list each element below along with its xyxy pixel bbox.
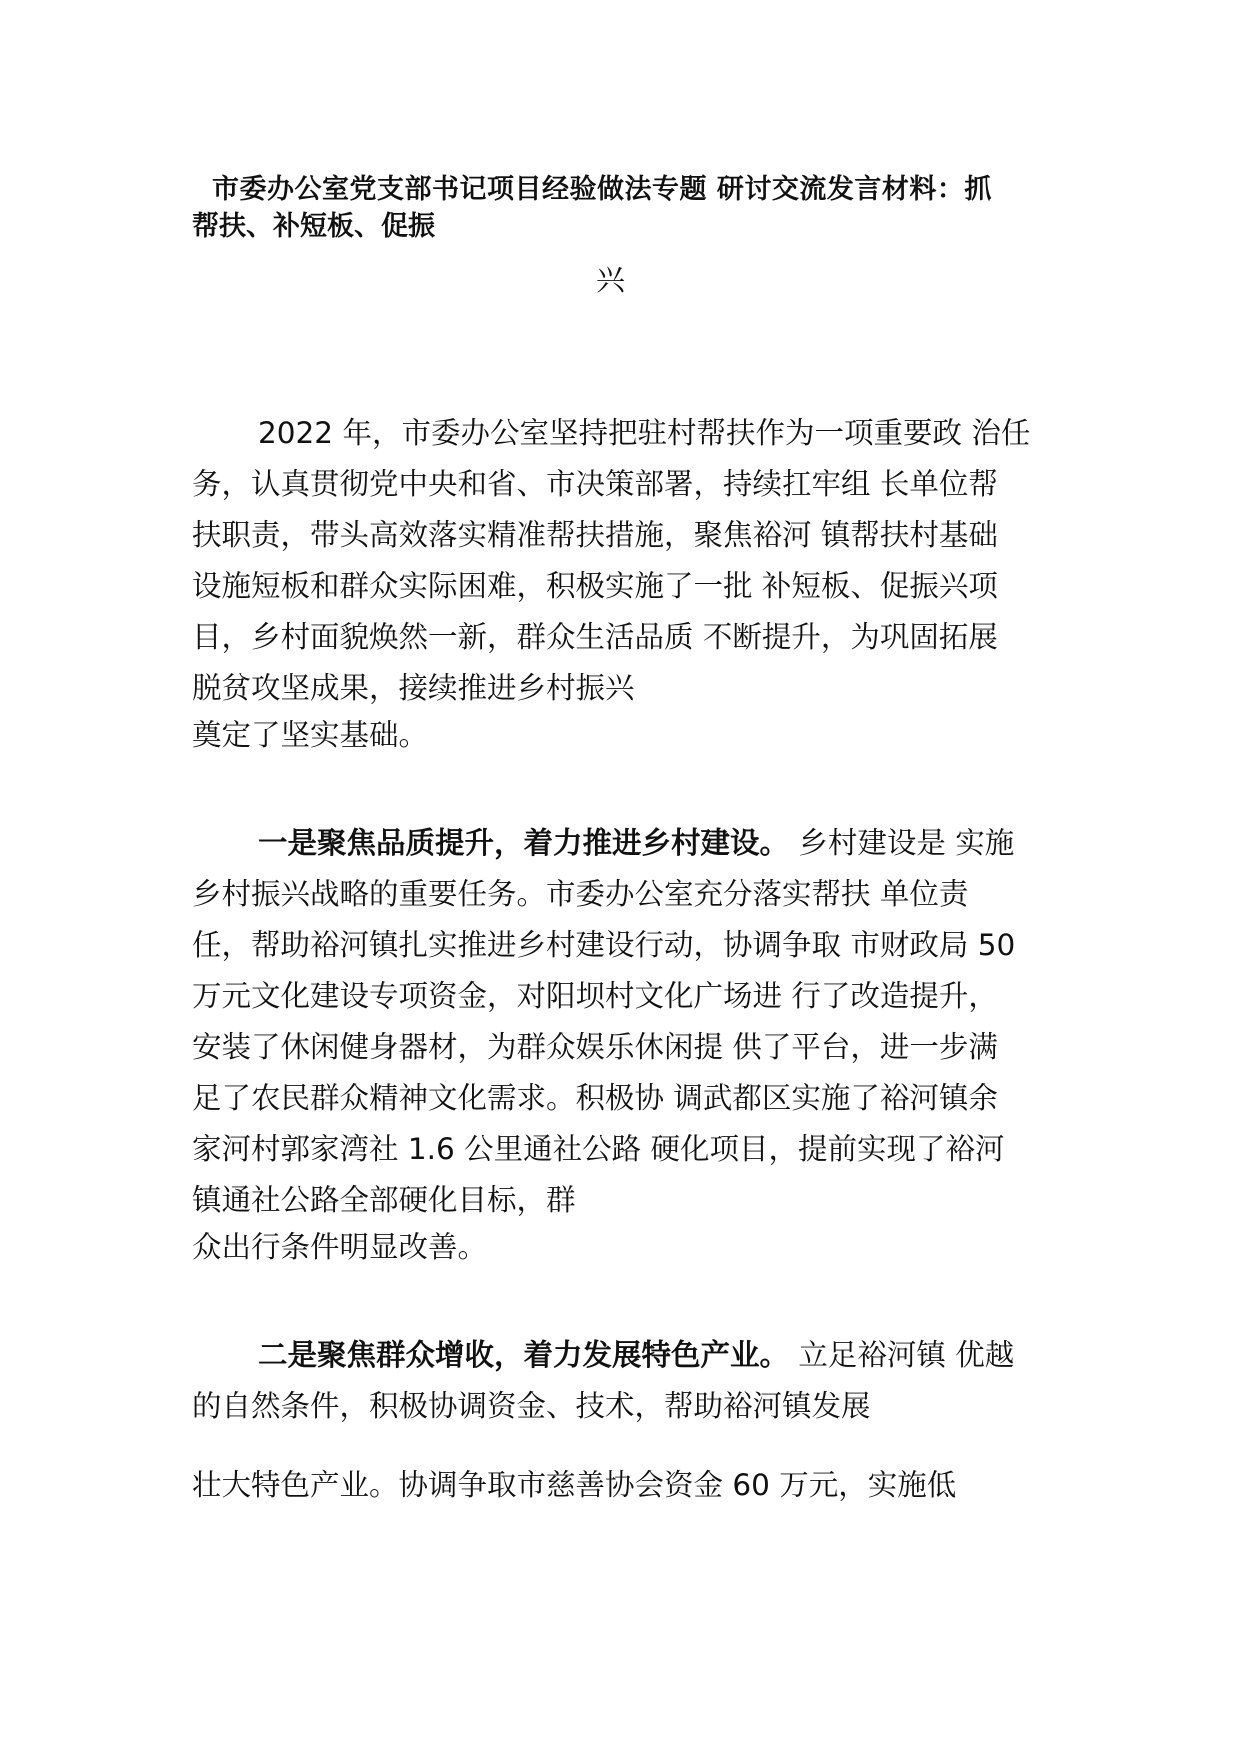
- paragraph-section-two: [192, 1330, 1072, 1432]
- paragraph-line: 任，帮助裕河镇扎实推进乡村建设行动，协调争取 市财政局 50: [192, 928, 1016, 962]
- paragraph-line: 目，乡村面貌焕然一新，群众生活品质 不断提升，为巩固拓展: [192, 620, 998, 654]
- paragraph-intro-tail: [192, 710, 1072, 761]
- paragraph-line: 家河村郭家湾社 1.6 公里通社公路 硬化项目，提前实现了裕河: [192, 1132, 1005, 1166]
- paragraph-intro: [192, 408, 1072, 714]
- section-heading: 二是聚焦群众增收，着力发展特色产业。: [258, 1338, 790, 1372]
- paragraph-line: [192, 818, 1072, 869]
- paragraph-text: 乡村建设是 实施: [789, 826, 1015, 860]
- paragraph-section-one: [192, 818, 1072, 1226]
- paragraph-line: 脱贫攻坚成果，接续推进乡村振兴: [192, 671, 635, 705]
- paragraph-text: 立足裕河镇 优越: [789, 1338, 1015, 1372]
- document-title-line-3: 兴: [596, 263, 626, 297]
- paragraph-line: 设施短板和群众实际困难，积极实施了一批 补短板、促振兴项: [192, 569, 998, 603]
- paragraph-line: 务，认真贯彻党中央和省、市决策部署，持续扛牢组 长单位帮: [192, 467, 998, 501]
- document-title-line-2: 帮扶、补短板、促振: [192, 211, 435, 242]
- paragraph-section-two-tail: [192, 1460, 1072, 1511]
- paragraph-section-one-tail: [192, 1222, 1072, 1273]
- paragraph-line: [192, 1330, 1072, 1381]
- paragraph-line: 奠定了坚实基础。: [192, 718, 429, 752]
- paragraph-line: 万元文化建设专项资金，对阳坝村文化广场进 行了改造提升，: [192, 979, 998, 1013]
- paragraph-line: 镇通社公路全部硬化目标，群: [192, 1183, 576, 1217]
- paragraph-line: 众出行条件明显改善。: [192, 1230, 488, 1264]
- document-title-line-1: 市委办公室党支部书记项目经验做法专题 研讨交流发言材料：抓: [212, 174, 992, 205]
- paragraph-line: 扶职责，带头高效落实精准帮扶措施，聚焦裕河 镇帮扶村基础: [192, 518, 998, 552]
- paragraph-line: 的自然条件，积极协调资金、技术，帮助裕河镇发展: [192, 1389, 871, 1423]
- paragraph-line: 2022 年，市委办公室坚持把驻村帮扶作为一项重要政 治任: [258, 416, 1031, 450]
- paragraph-line: 足了农民群众精神文化需求。积极协 调武都区实施了裕河镇余: [192, 1081, 998, 1115]
- paragraph-line: 安装了休闲健身器材，为群众娱乐休闲提 供了平台，进一步满: [192, 1030, 998, 1064]
- paragraph-line: 乡村振兴战略的重要任务。市委办公室充分落实帮扶 单位责: [192, 877, 969, 911]
- paragraph-line: 壮大特色产业。协调争取市慈善协会资金 60 万元，实施低: [192, 1468, 957, 1502]
- section-heading: 一是聚焦品质提升，着力推进乡村建设。: [258, 826, 790, 860]
